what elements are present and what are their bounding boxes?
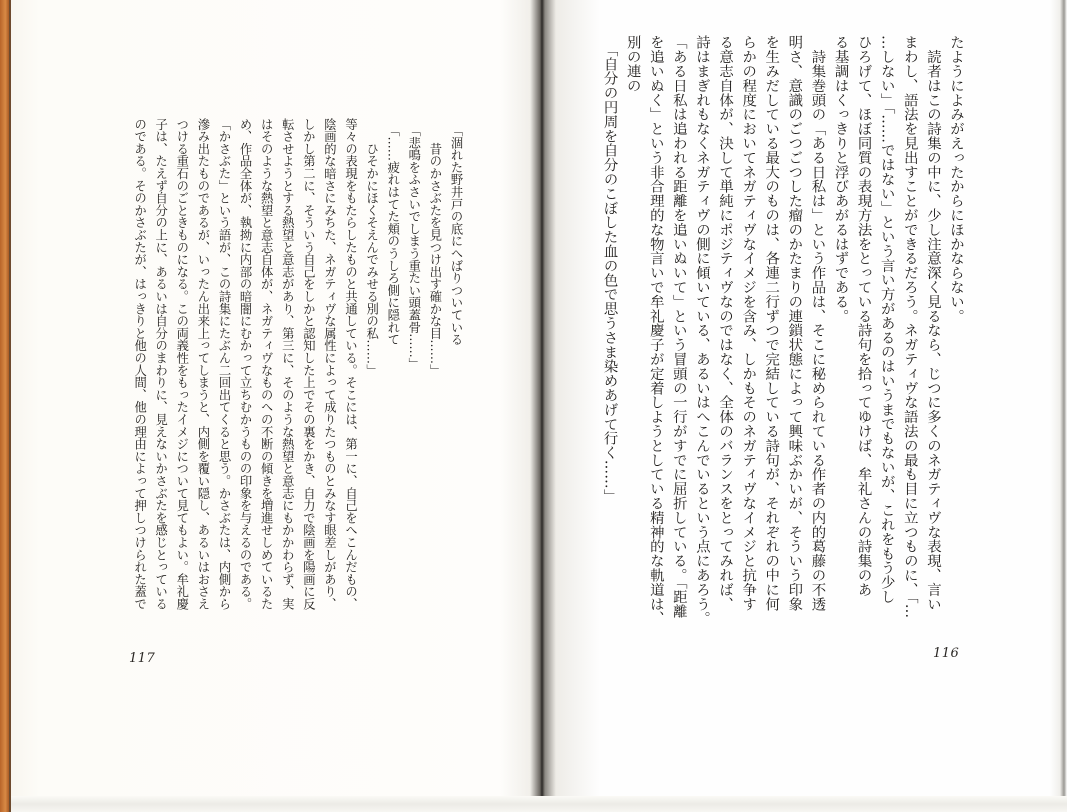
- left-page-text: [129, 118, 467, 612]
- text-column: たようによみがえったからにほかならない。: [948, 35, 964, 323]
- text-column: つける重石のごときものになる。この両義性をもったイメジについて見てもよい。牟礼慶: [174, 118, 189, 610]
- text-column: ひそかにほくそえんでみせる別の私……」: [364, 118, 379, 377]
- text-column: ひろげて、ほぼ同質の表現方法をとっている詩句を拾ってゆけば、牟礼さんの詩集のあ: [855, 35, 872, 597]
- text-column: 「涸れた野井戸の底にへばりついている: [449, 118, 463, 346]
- text-column: る意志自体が、決して単純にポジティヴなのではなく、全体のバランスをとってみれば、: [717, 35, 734, 611]
- text-column: のである。そのかさぶたが、はっきりと他の人間、他の理由によって押しつけられた蓋で: [132, 118, 147, 610]
- text-column: 「自分の円周を自分のこぼした血の色で思うさま染めあげて行く……」: [601, 35, 618, 503]
- text-column: 「ある日私は追われる距離を追いぬいて」という冒頭の一行がすでに屈折している。「距離: [670, 35, 687, 619]
- text-column: 等々の表現をもたらしたものと共通している。そこには、第一に、自己をへこんだもの、: [343, 118, 358, 610]
- text-column: 昔のかさぶたを見つけ出す確かな目……」: [427, 118, 442, 377]
- book-cover-edge: [0, 0, 9, 812]
- text-column: を生みだしている最大のものは、各連二行ずつで完結している詩句が、それぞれの中に何: [763, 35, 780, 611]
- text-column: まわし、語法を見出すことができるだろう。ネガティヴな語法の最も目に立つものに、「…: [901, 35, 918, 619]
- left-page: [11, 0, 539, 812]
- text-column: 別の連の: [624, 35, 641, 93]
- text-column: らかの程度においてネガティヴなイメジを含み、しかもそのネガティヴなイメジと抗争す: [740, 35, 757, 611]
- text-column: 詩集巻頭の「ある日私は」という作品は、そこに秘められている作者の内的葛藤の不透: [809, 35, 826, 611]
- text-column: 転させようとする熱望と意志があり、第三に、そのような熱望と意志にもかかわらず、実: [280, 118, 295, 610]
- text-column: 陰画的な暗さにみちた、ネガティヴな属性によって成りたつものとみなす眼差しがあり、: [322, 118, 337, 610]
- text-column: る基調はくっきりと浮びあがるはずである。: [832, 35, 849, 323]
- text-column: 「かさぶた」という語が、この詩集にたぶん二回出てくると思う。かさぶたは、内側から: [216, 118, 231, 610]
- text-column: しかし第二に、そういう自己をしかと認知した上でその裏をかき、自力で陰画を陽画に反: [301, 118, 316, 610]
- text-column: 詩はまぎれもなくネガティヴの側に傾いている、あるいはへこんでいるという点にあろう。: [693, 35, 710, 626]
- text-column: 読者はこの詩集の中に、少し注意深く見るなら、じつに多くのネガティヴな表現、言い: [924, 35, 941, 611]
- text-column: …しない」「……ではない」という言い方があるのはいうまでもないが、これをもう少し: [878, 35, 895, 604]
- right-page: [545, 0, 1067, 812]
- page-number: 117: [129, 651, 156, 666]
- text-column: 子は、たえず自分の上に、あるいは自分のまわりに、見えないかさぶたを感じとっている: [153, 118, 168, 610]
- page-number: 116: [933, 646, 960, 661]
- text-column: を追いぬく」という非合理的な物言いで牟礼慶子が定着しようとしている精神的な軌道は、: [647, 35, 664, 626]
- text-column: はそのような熱望と意志自体が、ネガティヴなものへの不断の傾きを増進せしめているた: [259, 118, 274, 610]
- text-column: め、作品全体が、執拗に内部の暗闇にむかって立ちむかうものの印象を与えるのである。: [238, 118, 253, 610]
- text-column: 「……疲れはてた頬のうしろ側に隠れて: [385, 118, 400, 346]
- text-column: 滲み出たものであるが、いったん出来上ってしまうと、内側を覆い隠し、あるいはおさえ: [195, 118, 210, 610]
- right-page-text: [598, 35, 968, 626]
- text-column: 明さ、意識のごつごつした瘤のかたまりの連鎖状態によって興味ぶかいが、そういう印象: [786, 35, 803, 611]
- text-column: 「悲鳴をふさいでしまう重たい頭蓋骨……」: [406, 118, 421, 371]
